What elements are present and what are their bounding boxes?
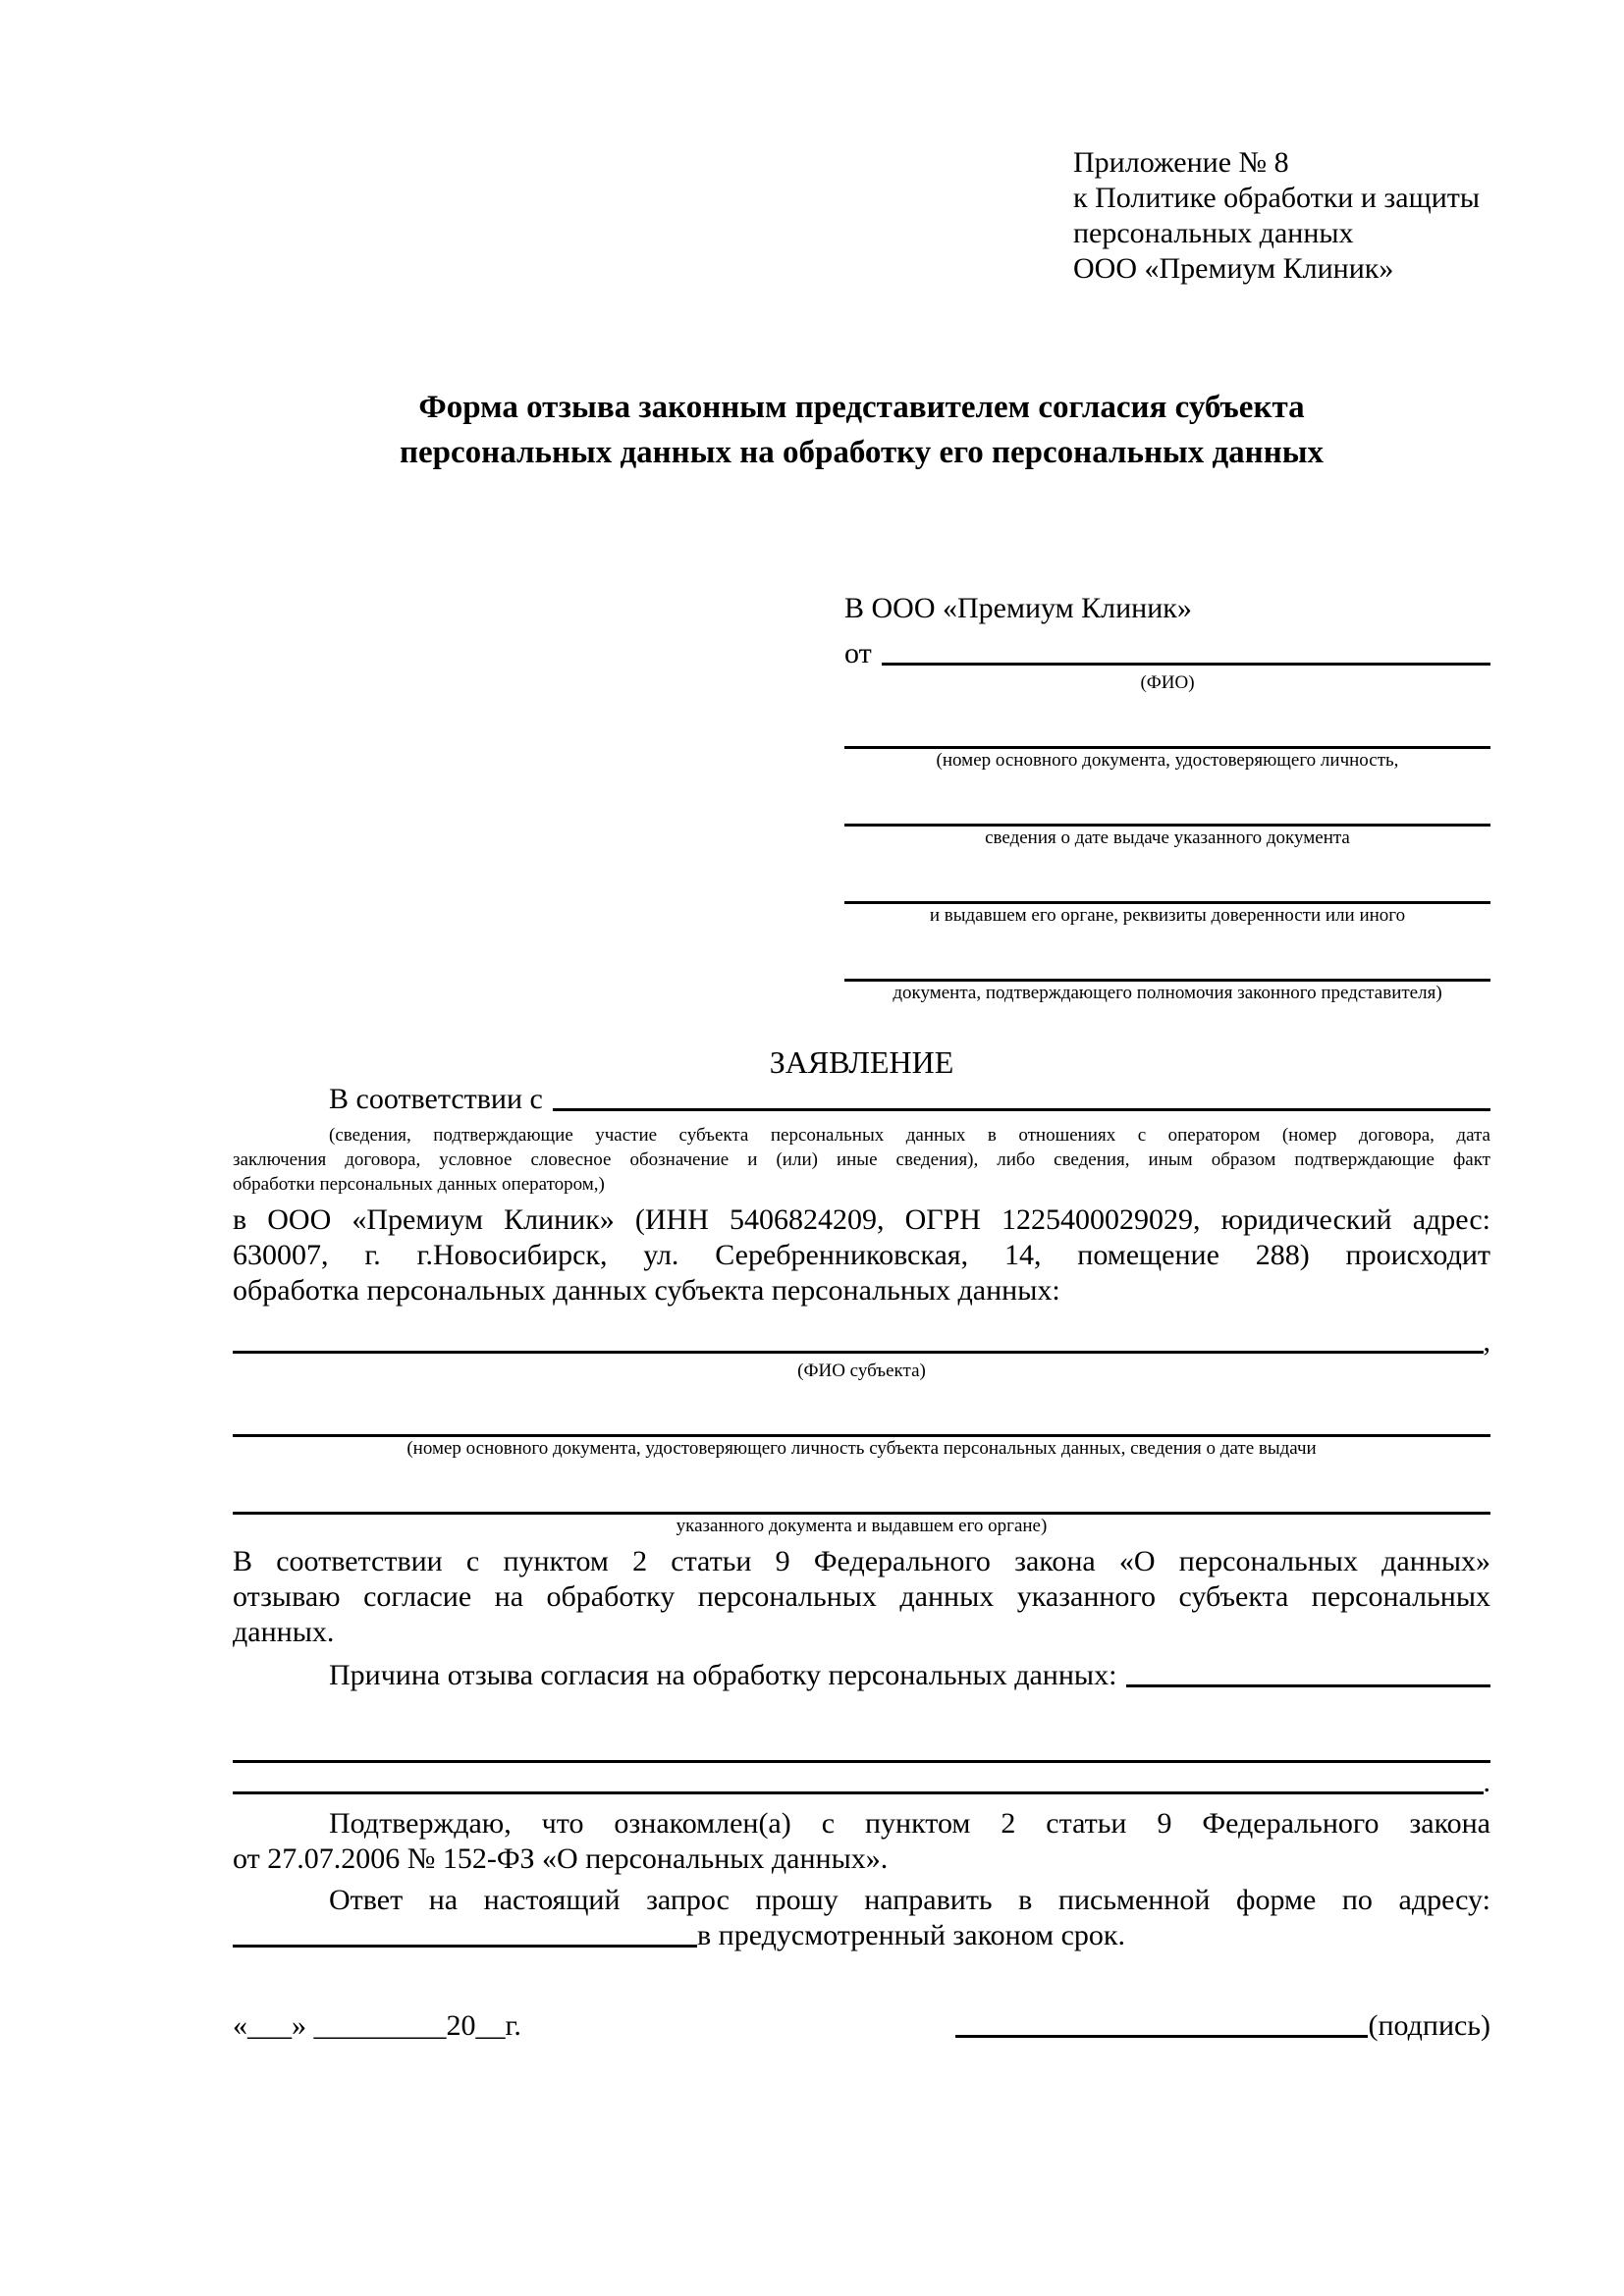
signature-caption: (подпись) xyxy=(1368,2009,1490,2042)
withdrawal-paragraph-line: В соответствии с пунктом 2 статьи 9 Федерального закона «О персональных данных» xyxy=(233,1545,1490,1577)
note-line: обработки персональных данных оператором,) xyxy=(233,1174,605,1195)
subject-doc-authority-field-line[interactable] xyxy=(233,1474,1490,1515)
representative-authority-caption: документа, подтверждающего полномочия законного представителя) xyxy=(893,983,1442,1003)
appendix-header-line: Приложение № 8 xyxy=(1073,146,1289,179)
footer-row xyxy=(233,2008,1490,2044)
form-title-line: персональных данных на обработку его персональных данных xyxy=(400,435,1324,470)
appendix-header xyxy=(1073,145,1490,287)
subject-fio-field-line[interactable] xyxy=(233,1351,1484,1354)
withdrawal-paragraph-line: отзываю согласие на обработку персональных данных указанного субъекта персональных xyxy=(233,1580,1490,1613)
acknowledgement-line: от 27.07.2006 № 152-ФЗ «О персональных данных». xyxy=(233,1842,889,1875)
date-line[interactable]: «___» _________20__г. xyxy=(233,2009,521,2042)
intro-row xyxy=(233,1082,1490,1117)
note-line: (сведения, подтверждающие участие субъекта персональных данных в отношениях с оператором (номер договора, дата xyxy=(329,1125,1490,1146)
subject-fio-row xyxy=(233,1320,1490,1360)
doc-authority-caption: и выдавшем его органе, реквизиты доверенности или иного xyxy=(929,905,1406,926)
response-paragraph xyxy=(233,1883,1490,1953)
form-title xyxy=(233,385,1490,475)
statement-heading: ЗАЯВЛЕНИЕ xyxy=(769,1044,954,1080)
response-address-row xyxy=(233,1918,1490,1953)
doc-issue-date-field-line[interactable] xyxy=(844,786,1490,827)
signature-field-line[interactable] xyxy=(955,2035,1368,2038)
doc-authority-field-line[interactable] xyxy=(844,864,1490,904)
form-title-line: Форма отзыва законным представителем согласия субъекта xyxy=(418,390,1305,425)
subject-doc-caption: (номер основного документа, удостоверяющего личность субъекта персональных данных, сведения о дате выдачи xyxy=(406,1438,1317,1459)
reason-row xyxy=(233,1658,1490,1693)
appendix-header-line: персональных данных xyxy=(1073,217,1354,249)
reason-extra-row xyxy=(233,1763,1490,1800)
intro-label: В соответствии с xyxy=(329,1083,543,1115)
acknowledgement-line: Подтверждаю, что ознакомлен(а) с пунктом 2 статьи 9 Федерального закона xyxy=(329,1807,1490,1840)
signature-group xyxy=(955,2008,1490,2044)
from-label: от xyxy=(844,637,872,669)
reason-extra-field-line-2[interactable] xyxy=(233,1791,1484,1794)
reason-field-line[interactable] xyxy=(1126,1684,1490,1687)
reason-end-punct: . xyxy=(1483,1766,1490,1798)
response-line: Ответ на настоящий запрос прошу направить в письменной форме по адресу: xyxy=(329,1884,1490,1916)
doc-number-field-line[interactable] xyxy=(844,709,1490,749)
basis-field-line[interactable] xyxy=(553,1108,1490,1111)
response-suffix: в предусмотренный законом срок. xyxy=(697,1919,1125,1951)
representative-authority-field-line[interactable] xyxy=(844,941,1490,982)
subject-doc-field-line[interactable] xyxy=(233,1397,1490,1437)
withdrawal-paragraph-line: данных. xyxy=(233,1616,335,1648)
note-line: заключения договора, условное словесное обозначение и (или) иные сведения), либо сведения, иным образом подтверждающие факт xyxy=(233,1149,1490,1170)
addressee-to: В ООО «Премиум Клиник» xyxy=(844,592,1192,624)
reason-label: Причина отзыва согласия на обработку персональных данных: xyxy=(329,1659,1117,1691)
subject-fio-caption: (ФИО субъекта) xyxy=(797,1361,926,1381)
operator-paragraph-line: обработка персональных данных субъекта персональных данных: xyxy=(233,1274,1060,1307)
doc-issue-date-caption: сведения о дате выдаче указанного документа xyxy=(985,828,1350,848)
operator-paragraph-line: 630007, г. г.Новосибирск, ул. Серебренниковская, 14, помещение 288) происходит xyxy=(233,1239,1490,1271)
address-field-line[interactable] xyxy=(233,1945,697,1948)
subject-fio-suffix: , xyxy=(1483,1325,1490,1358)
operator-paragraph-line: в ООО «Премиум Клиник» (ИНН 5406824209, ОГРН 1225400029029, юридический адрес: xyxy=(233,1203,1490,1236)
doc-number-caption: (номер основного документа, удостоверяющего личность, xyxy=(936,750,1399,771)
fio-caption: (ФИО) xyxy=(1140,672,1195,693)
withdrawal-paragraph xyxy=(233,1544,1490,1650)
reason-extra-field-line[interactable] xyxy=(233,1721,1490,1763)
appendix-header-line: ООО «Премиум Клиник» xyxy=(1073,252,1394,285)
appendix-header-line: к Политике обработки и защиты xyxy=(1073,182,1481,214)
note-block xyxy=(233,1123,1490,1197)
acknowledgement-paragraph xyxy=(233,1806,1490,1877)
operator-paragraph xyxy=(233,1202,1490,1308)
fio-field-line[interactable] xyxy=(882,663,1490,666)
addressee-from-row xyxy=(844,636,1490,671)
addressee-block xyxy=(844,591,1490,1005)
subject-doc-authority-caption: указанного документа и выдавшем его органе) xyxy=(676,1516,1048,1536)
